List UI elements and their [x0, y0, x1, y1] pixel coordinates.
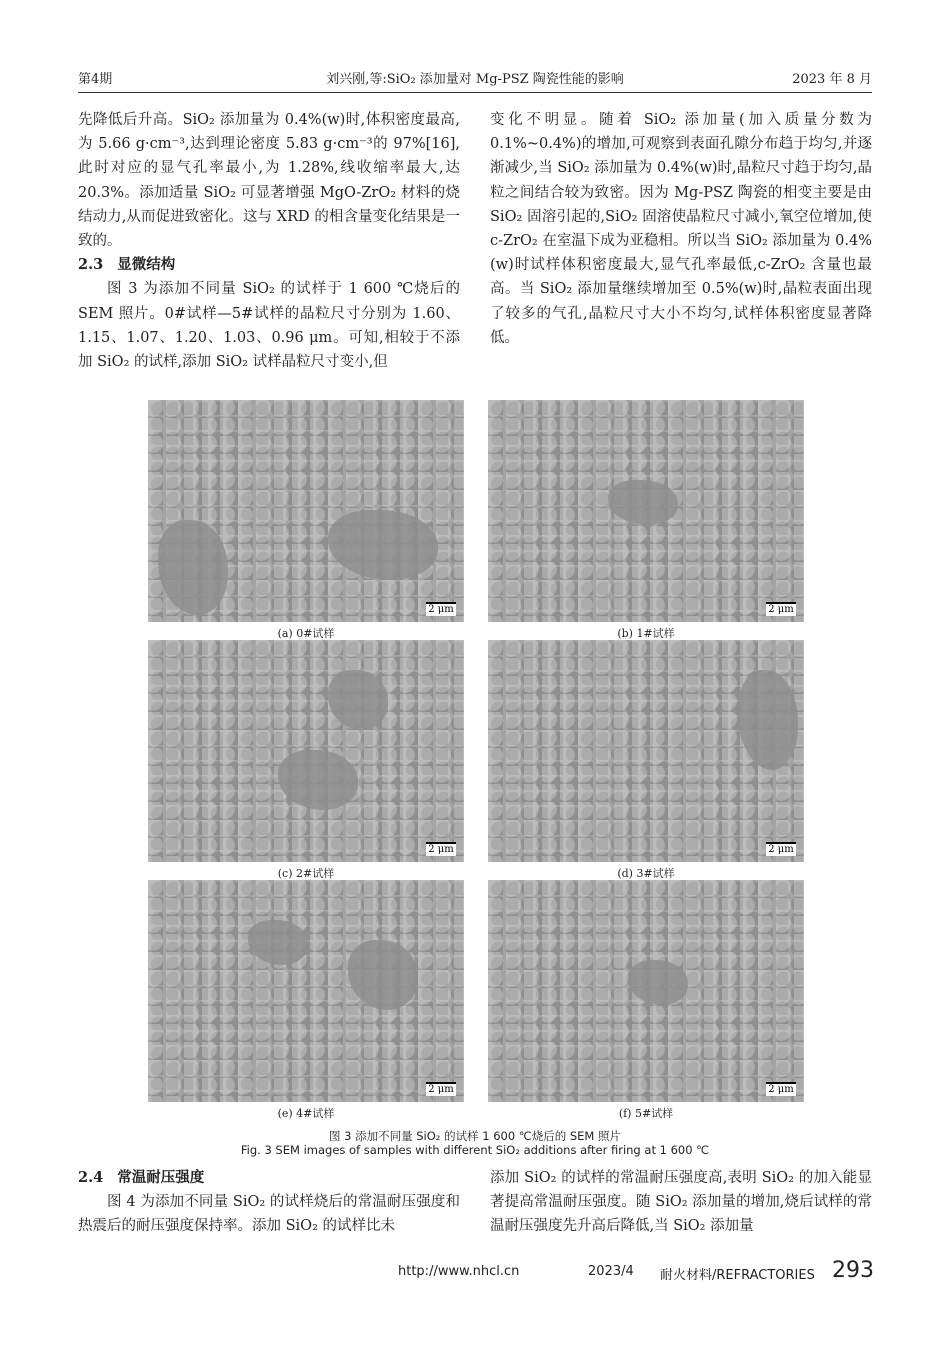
left-column	[78, 108, 460, 374]
left-column-bottom	[78, 1166, 460, 1239]
running-header	[78, 68, 872, 90]
paragraph: 添加 SiO₂ 的试样的常温耐压强度高,表明 SiO₂ 的加入能显著提高常温耐压强度。随 SiO₂ 添加量的增加,烧后试样的常温耐压强度先升高后降低,当 SiO₂ 添加量	[490, 1170, 872, 1235]
paragraph: 变化不明显。随着 SiO₂ 添加量(加入质量分数为 0.1%~0.4%)的增加,可观察到表面孔隙分布趋于均匀,并逐渐减少,当 SiO₂ 添加量为 0.4%(w)时,晶粒尺寸趋于均匀,晶粒之间结合较为致密。因为 Mg-PSZ 陶瓷的相变主要是由 SiO₂ 固溶引起的,SiO₂ 固溶使晶粒尺寸减小,氧空位增加,使 c-ZrO₂ 在室温下成为亚稳相。所以当 SiO₂ 添加量为 0.4%(w)时试样体积密度最大,显气孔率最低,c-ZrO₂ 含量也最高。当 SiO₂ 添加量继续增加至 0.5%(w)时,晶粒表面出现了较多的气孔,晶粒尺寸大小不均匀,试样体积密度显著降低。	[490, 112, 872, 346]
scale-bar: 2 μm	[426, 1082, 456, 1096]
figure-caption-en: Fig. 3 SEM images of samples with different SiO₂ additions after firing at 1 600 ℃	[240, 1143, 710, 1157]
grain-region	[248, 920, 308, 965]
paragraph: 图 4 为添加不同量 SiO₂ 的试样烧后的常温耐压强度和热震后的耐压强度保持率。添加 SiO₂ 的试样比未	[78, 1194, 460, 1235]
panel-label-f: (f) 5#试样	[618, 1107, 674, 1120]
panel-label-c: (c) 2#试样	[277, 867, 335, 880]
section-number: 2.3	[78, 256, 104, 274]
panel-label-b: (b) 1#试样	[617, 627, 675, 640]
sem-figure	[148, 400, 804, 1120]
sem-image-e	[148, 880, 464, 1102]
sem-image-f	[488, 880, 804, 1102]
panel-label-e: (e) 4#试样	[277, 1107, 335, 1120]
header-rule	[78, 92, 872, 93]
date-label: 2023 年 8 月	[792, 72, 872, 87]
scale-bar: 2 μm	[426, 602, 456, 616]
grain-region	[608, 480, 678, 525]
article-running-title: 刘兴刚,等:SiO₂ 添加量对 Mg-PSZ 陶瓷性能的影响	[326, 72, 624, 87]
grain-region	[158, 520, 228, 615]
grain-region	[628, 960, 688, 1005]
grain-region	[278, 750, 358, 810]
section-heading-2-4	[78, 1166, 460, 1190]
scale-bar: 2 μm	[426, 842, 456, 856]
sem-image-a	[148, 400, 464, 622]
scale-bar: 2 μm	[766, 1082, 796, 1096]
scale-bar: 2 μm	[766, 842, 796, 856]
grain-region	[348, 940, 418, 1010]
journal-url: http://www.nhcl.cn	[398, 1264, 520, 1279]
grain-region	[738, 670, 798, 770]
issue-number: 2023/4	[588, 1264, 634, 1279]
journal-name: 耐火材料/REFRACTORIES	[660, 1268, 815, 1283]
grain-region	[328, 510, 438, 580]
page-number: 293	[832, 1258, 874, 1283]
sem-image-b	[488, 400, 804, 622]
right-column-bottom	[490, 1166, 872, 1239]
sem-image-c	[148, 640, 464, 862]
grain-region	[328, 670, 388, 730]
sem-image-d	[488, 640, 804, 862]
section-title: 显微结构	[117, 257, 176, 274]
section-title: 常温耐压强度	[117, 1170, 205, 1186]
section-heading-2-3	[78, 253, 460, 277]
figure-caption-cn: 图 3 添加不同量 SiO₂ 的试样 1 600 ℃烧后的 SEM 照片	[328, 1129, 622, 1143]
paragraph: 图 3 为添加不同量 SiO₂ 的试样于 1 600 ℃烧后的 SEM 照片。0#试样—5#试样的晶粒尺寸分别为 1.60、1.15、1.07、1.20、1.03、0.96 μm。可知,相较于不添加 SiO₂ 的试样,添加 SiO₂ 试样晶粒尺寸变小,但	[78, 281, 460, 371]
panel-label-d: (d) 3#试样	[617, 867, 675, 880]
section-number: 2.4	[78, 1169, 104, 1186]
issue-label: 第4期	[78, 72, 113, 87]
right-column	[490, 108, 872, 350]
paragraph: 先降低后升高。SiO₂ 添加量为 0.4%(w)时,体积密度最高,为 5.66 g·cm⁻³,达到理论密度 5.83 g·cm⁻³的 97%[16],此时对应的显气孔率最小,为 1.28%,线收缩率最大,达 20.3%。添加适量 SiO₂ 可显著增强 MgO-ZrO₂ 材料的烧结动力,从而促进致密化。这与 XRD 的相含量变化结果是一致的。	[78, 112, 460, 250]
scale-bar: 2 μm	[766, 602, 796, 616]
panel-label-a: (a) 0#试样	[277, 627, 335, 640]
